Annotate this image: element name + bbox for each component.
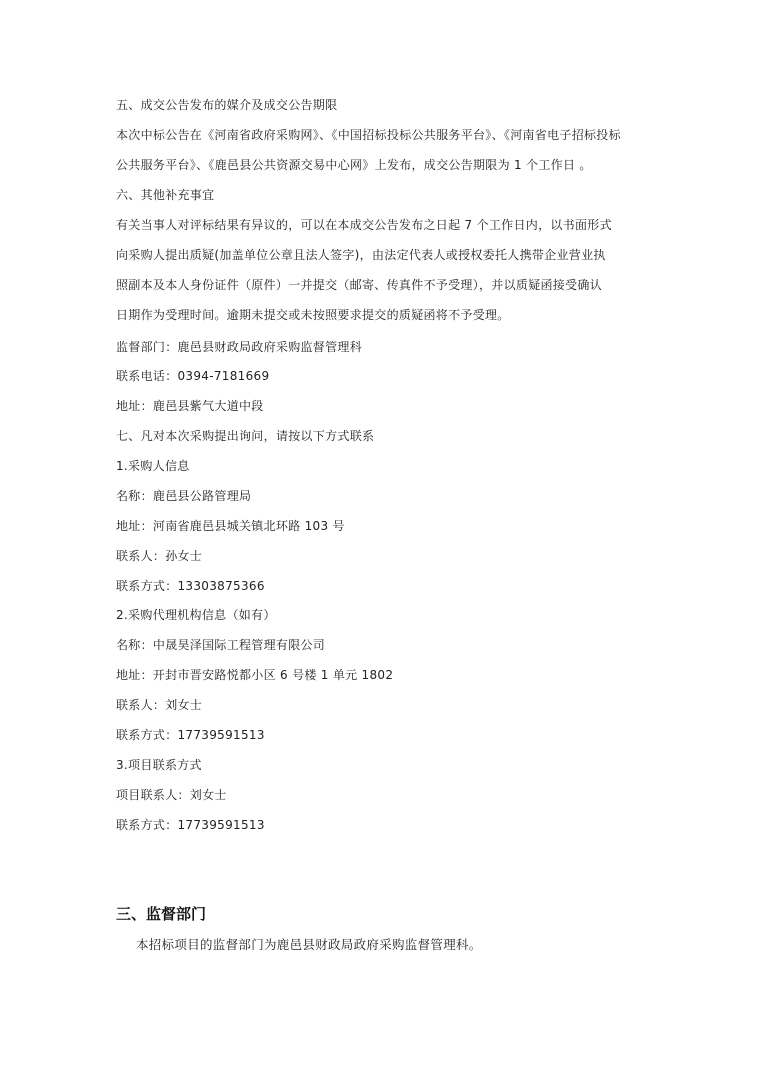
- agency-name: 名称：中晟昊泽国际工程管理有限公司: [116, 638, 326, 652]
- agency-contact: 联系人：刘女士: [116, 698, 203, 712]
- section6-title: 六、其他补充事宜: [116, 188, 215, 202]
- purchaser-contact: 联系人：孙女士: [116, 549, 203, 563]
- supervision-address: 地址：鹿邑县紫气大道中段: [116, 399, 264, 413]
- section6-line-1: 有关当事人对评标结果有异议的，可以在本成交公告发布之日起 7 个工作日内，以书面形式: [116, 218, 612, 232]
- agency-address: 地址：开封市晋安路悦都小区 6 号楼 1 单元 1802: [116, 668, 394, 682]
- section5-line-1: 本次中标公告在《河南省政府采购网》、《中国招标投标公共服务平台》、《河南省电子招标投标: [116, 128, 621, 142]
- purchaser-address: 地址：河南省鹿邑县城关镇北环路 103 号: [116, 519, 345, 533]
- purchaser-phone: 联系方式：13303875366: [116, 579, 265, 593]
- section6-line-3: 照副本及本人身份证件（原件）一并提交（邮寄、传真件不予受理），并以质疑函接受确认: [116, 278, 603, 292]
- project-phone: 联系方式：17739591513: [116, 818, 265, 832]
- section6-line-4: 日期作为受理时间。逾期未提交或未按照要求提交的质疑函将不予受理。: [116, 308, 510, 322]
- agency-phone: 联系方式：17739591513: [116, 728, 265, 742]
- project-contact: 项目联系人：刘女士: [116, 788, 227, 802]
- section5-line-2: 公共服务平台》、《鹿邑县公共资源交易中心网》上发布，成交公告期限为 1 个工作日 。: [116, 158, 592, 172]
- supervision-phone: 联系电话：0394-7181669: [116, 369, 270, 383]
- purchaser-heading: 1.采购人信息: [116, 459, 190, 473]
- supervision-dept: 监督部门：鹿邑县财政局政府采购监督管理科: [116, 340, 363, 354]
- agency-heading: 2.采购代理机构信息（如有）: [116, 608, 276, 622]
- section7-title: 七、凡对本次采购提出询问，请按以下方式联系: [116, 429, 375, 443]
- section5-title: 五、成交公告发布的媒介及成交公告期限: [116, 98, 338, 112]
- purchaser-name: 名称：鹿邑县公路管理局: [116, 489, 252, 503]
- section3-body: 本招标项目的监督部门为鹿邑县财政局政府采购监督管理科。: [136, 937, 482, 952]
- project-heading: 3.项目联系方式: [116, 758, 202, 772]
- section6-line-2: 向采购人提出质疑(加盖单位公章且法人签字)，由法定代表人或授权委托人携带企业营业执: [116, 248, 606, 262]
- section3-title: 三、监督部门: [116, 905, 207, 923]
